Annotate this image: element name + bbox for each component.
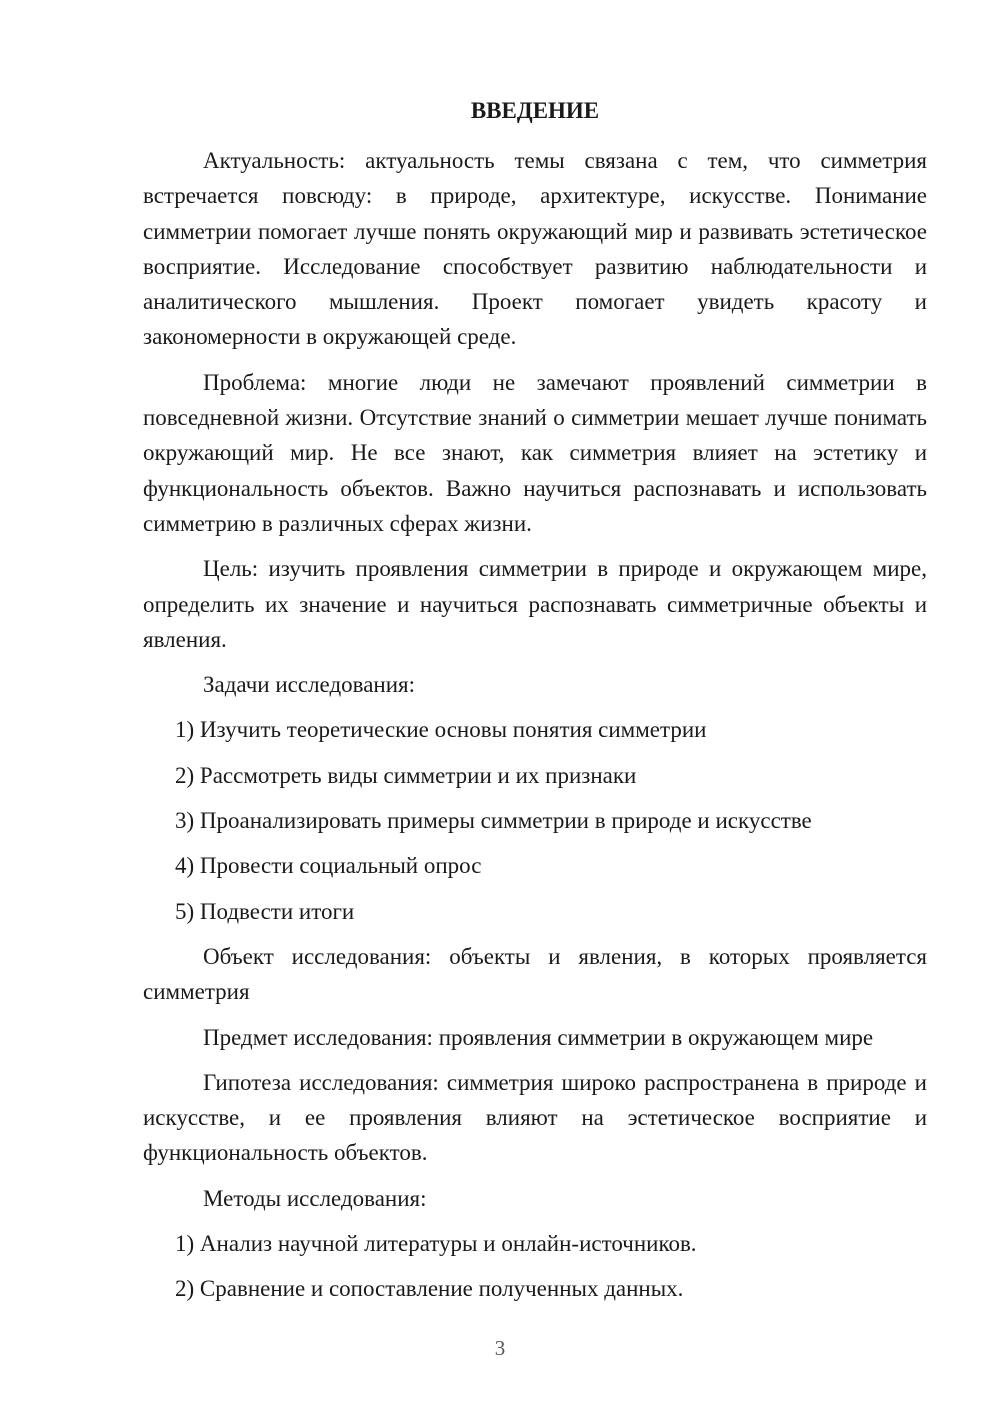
relevance-paragraph: Актуальность: актуальность темы связана с тем, что симметрия встречается повсюду: в природе, архитектуре, искусстве. Понимание симметрии помогает лучше понять окружающий мир и развивать эстетическое восприятие. Исследование способствует развитию наблюдательности и аналитического мышления. Проект помогает увидеть красоту и закономерности в окружающей среде. [143, 148, 927, 350]
page-number: 3 [494, 1336, 506, 1360]
page-content [143, 96, 927, 1317]
methods-heading: Методы исследования: [203, 1185, 427, 1211]
task-item: 4) Провести социальный опрос [175, 853, 482, 879]
task-item: 5) Подвести итоги [175, 898, 355, 924]
task-item: 2) Рассмотреть виды симметрии и их признаки [175, 762, 637, 788]
tasks-heading: Задачи исследования: [203, 672, 416, 698]
subject-paragraph: Предмет исследования: проявления симметрии в окружающем мире [203, 1024, 874, 1050]
task-item: 1) Изучить теоретические основы понятия симметрии [175, 717, 707, 743]
task-item: 3) Проанализировать примеры симметрии в природе и искусстве [175, 808, 812, 834]
hypothesis-paragraph: Гипотеза исследования: симметрия широко распространена в природе и искусстве, и ее проявления влияют на эстетическое восприятие и функциональность объектов. [143, 1069, 927, 1166]
tasks-list [143, 712, 927, 928]
page-title: ВВЕДЕНИЕ [470, 98, 600, 123]
methods-list [143, 1226, 927, 1307]
method-item: 2) Сравнение и сопоставление полученных данных. [175, 1276, 684, 1302]
problem-paragraph: Проблема: многие люди не замечают проявлений симметрии в повседневной жизни. Отсутствие знаний о симметрии мешает лучше понимать окружающий мир. Не все знают, как симметрия влияет на эстетику и функциональность объектов. Важно научиться распознавать и использовать симметрию в различных сферах жизни. [143, 369, 927, 536]
object-paragraph: Объект исследования: объекты и явления, в которых проявляется симметрия [143, 943, 927, 1005]
goal-paragraph: Цель: изучить проявления симметрии в природе и окружающем мире, определить их значение и научиться распознавать симметричные объекты и явления. [143, 556, 927, 652]
method-item: 1) Анализ научной литературы и онлайн-источников. [175, 1231, 697, 1257]
